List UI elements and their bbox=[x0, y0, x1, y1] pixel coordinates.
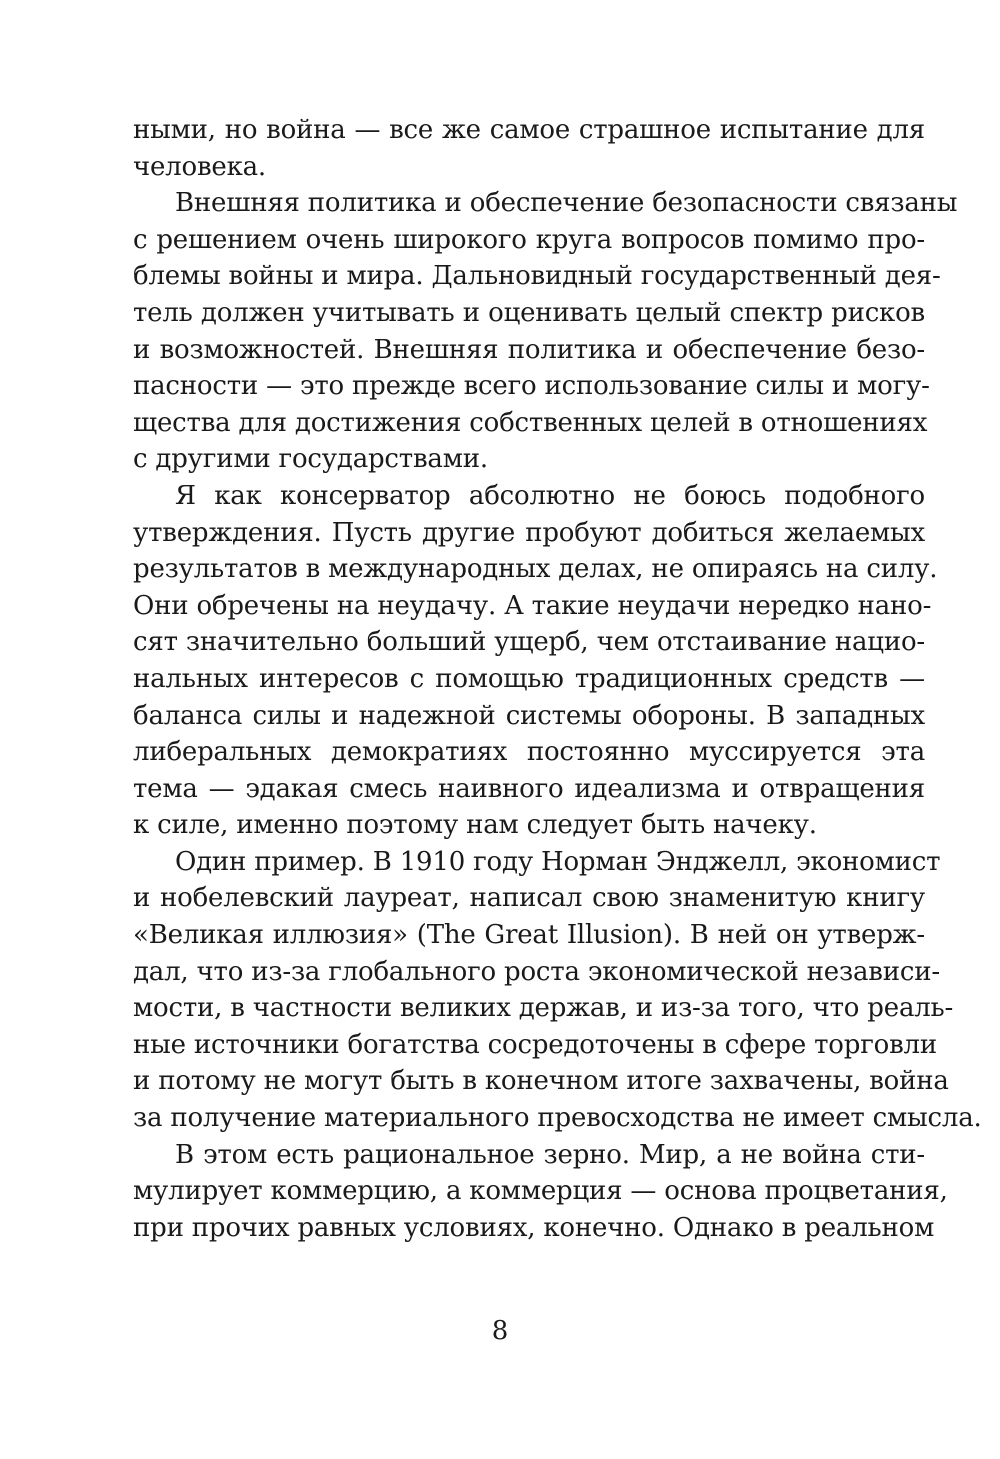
text-line: при прочих равных условиях, конечно. Однако в реальном bbox=[133, 1212, 935, 1243]
text-line: щества для достижения собственных целей в отношениях bbox=[133, 407, 928, 438]
text-line: человека. bbox=[133, 151, 266, 182]
text-line: мулирует коммерцию, а коммерция — основа процветания, bbox=[133, 1176, 948, 1207]
paragraph-3 bbox=[133, 478, 938, 844]
text-line: за получение материального превосходства не имеет смысла. bbox=[133, 1103, 982, 1134]
text-line: сят значительно больший ущерб, чем отстаивание нацио- bbox=[133, 627, 925, 658]
text-line: ные источники богатства сосредоточены в сфере торговли bbox=[133, 1029, 937, 1060]
text-line: мости, в частности великих держав, и из-за того, что реаль- bbox=[133, 993, 954, 1024]
text-line: тель должен учитывать и оценивать целый спектр рисков bbox=[133, 297, 925, 328]
page-number: 8 bbox=[491, 1316, 509, 1346]
text-line: ными, но война — все же самое страшное испытание для bbox=[133, 115, 925, 145]
paragraph-1 bbox=[133, 112, 925, 185]
text-line: нальных интересов с помощью традиционных средств — bbox=[133, 663, 925, 694]
text-line: баланса силы и надежной системы обороны. В западных bbox=[133, 700, 925, 731]
text-line: Я как консерватор абсолютно не боюсь подобного bbox=[175, 480, 925, 511]
page-body bbox=[133, 112, 982, 1246]
text-line: В этом есть рациональное зерно. Мир, а не война сти- bbox=[175, 1139, 925, 1170]
text-line: Они обречены на неудачу. А такие неудачи нередко нано- bbox=[133, 590, 932, 621]
text-line: с другими государствами. bbox=[133, 444, 488, 475]
text-line: дал, что из-за глобального роста экономической независи- bbox=[133, 956, 940, 987]
text-line: пасности — это прежде всего использование силы и могу- bbox=[133, 371, 930, 402]
text-line: блемы войны и мира. Дальновидный государственный дея- bbox=[133, 261, 941, 292]
text-line: и нобелевский лауреат, написал свою знаменитую книгу bbox=[133, 883, 925, 914]
text-line: тема — эдакая смесь наивного идеализма и отвращения bbox=[133, 773, 925, 804]
paragraph-4 bbox=[133, 844, 982, 1137]
text-line: и возможностей. Внешняя политика и обеспечение безо- bbox=[133, 334, 925, 365]
text-line: и потому не могут быть в конечном итоге захвачены, война bbox=[133, 1066, 949, 1097]
text-line: утверждения. Пусть другие пробуют добиться желаемых bbox=[133, 517, 925, 548]
text-line: с решением очень широкого круга вопросов помимо про- bbox=[133, 224, 925, 255]
text-line: «Великая иллюзия» (The Great Illusion). В ней он утверж- bbox=[133, 920, 925, 951]
paragraph-2 bbox=[133, 185, 958, 478]
text-line: Внешняя политика и обеспечение безопасности связаны bbox=[175, 188, 958, 219]
text-line: либеральных демократиях постоянно муссируется эта bbox=[133, 737, 925, 768]
text-line: Один пример. В 1910 году Норман Энджелл, экономист bbox=[175, 846, 941, 877]
paragraph-5 bbox=[133, 1137, 948, 1247]
text-line: результатов в международных делах, не опираясь на силу. bbox=[133, 554, 938, 585]
text-line: к силе, именно поэтому нам следует быть начеку. bbox=[133, 810, 817, 841]
